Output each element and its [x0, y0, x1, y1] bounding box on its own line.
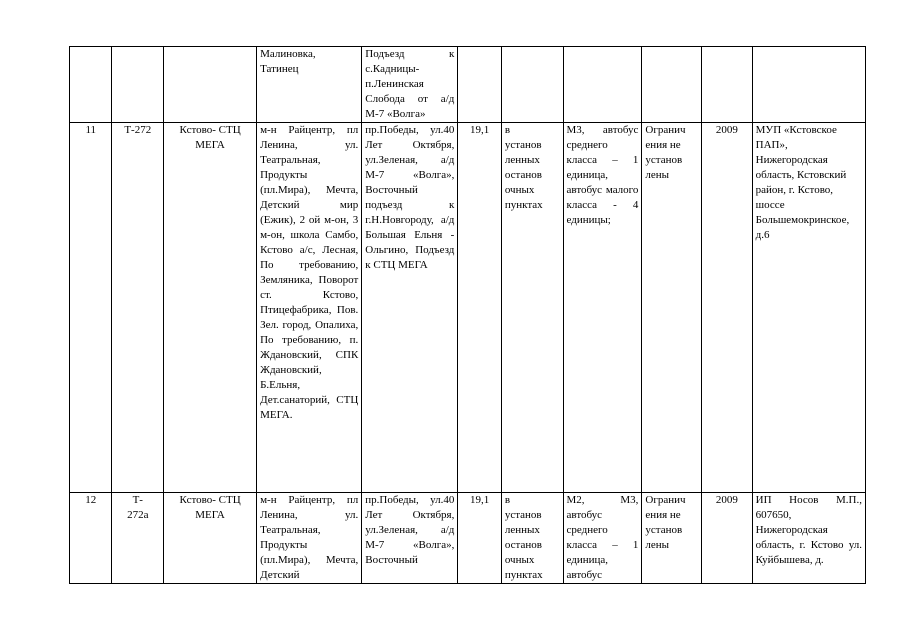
streets-cell: Подъезд к с.Кадницы-п.Ленинская Слобода от а/д М-7 «Волга»	[362, 47, 458, 123]
distance-cell	[458, 47, 501, 123]
boarding-cell: в установ ленных останов очных пунктах	[501, 123, 563, 493]
year-cell: 2009	[702, 493, 753, 584]
route-code-cell: Т- 272а	[112, 493, 164, 584]
route-number-cell: 11	[70, 123, 112, 493]
route-name-cell: Кстово- СТЦ МЕГА	[164, 123, 257, 493]
route-number-cell: 12	[70, 493, 112, 584]
limit-cell	[642, 47, 702, 123]
year-cell	[702, 47, 753, 123]
table-row	[70, 47, 866, 123]
vehicles-cell: М3, автобус среднего класса – 1 единица, автобус малого класса - 4 единицы;	[563, 123, 642, 493]
carrier-cell: ИП Носов М.П., 607650, Нижегородская область, г. Кстово ул. Куйбышева, д.	[752, 493, 865, 584]
table-row	[70, 493, 866, 584]
vehicles-cell: М2, М3, автобус среднего класса – 1 единица, автобус	[563, 493, 642, 584]
streets-cell: пр.Победы, ул.40 Лет Октября, ул.Зеленая, а/д М-7 «Волга», Восточный подъезд к г.Н.Новгороду, а/д Большая Ельня - Ольгино, Подъезд к СТЦ МЕГА	[362, 123, 458, 493]
carrier-cell: МУП «Кстовское ПАП», Нижегородская область, Кстовский район, г. Кстово, шоссе Большемокринское, д.6	[752, 123, 865, 493]
stops-cell: м-н Райцентр, пл Ленина, ул. Театральная, Продукты (пл.Мира), Мечта, Детский	[257, 493, 362, 584]
route-number-cell	[70, 47, 112, 123]
routes-table	[69, 46, 866, 584]
vehicles-cell	[563, 47, 642, 123]
route-name-cell: Кстово- СТЦ МЕГА	[164, 493, 257, 584]
distance-cell: 19,1	[458, 493, 501, 584]
boarding-cell	[501, 47, 563, 123]
boarding-cell: в установ ленных останов очных пунктах	[501, 493, 563, 584]
limit-cell: Огранич ения не установ лены	[642, 493, 702, 584]
stops-cell: м-н Райцентр, пл Ленина, ул. Театральная, Продукты (пл.Мира), Мечта, Детский мир (Ежик), 2 ой м-он, 3 м-он, школа Самбо, Кстово а/с, Лесная, По требованию, Земляника, Поворот ст. Кстово, Птицефабрика, Пов. Зел. город, Опалиха, По требованию, п. Ждановский, СПК Ждановский, Б.Ельня, Дет.санаторий, СТЦ МЕГА.	[257, 123, 362, 493]
distance-cell: 19,1	[458, 123, 501, 493]
year-cell: 2009	[702, 123, 753, 493]
carrier-cell	[752, 47, 865, 123]
streets-cell: пр.Победы, ул.40 Лет Октября, ул.Зеленая, а/д М-7 «Волга», Восточный	[362, 493, 458, 584]
stops-cell: Малиновка, Татинец	[257, 47, 362, 123]
route-name-cell	[164, 47, 257, 123]
route-code-cell	[112, 47, 164, 123]
table-row	[70, 123, 866, 493]
route-code-cell: Т-272	[112, 123, 164, 493]
limit-cell: Огранич ения не установ лены	[642, 123, 702, 493]
